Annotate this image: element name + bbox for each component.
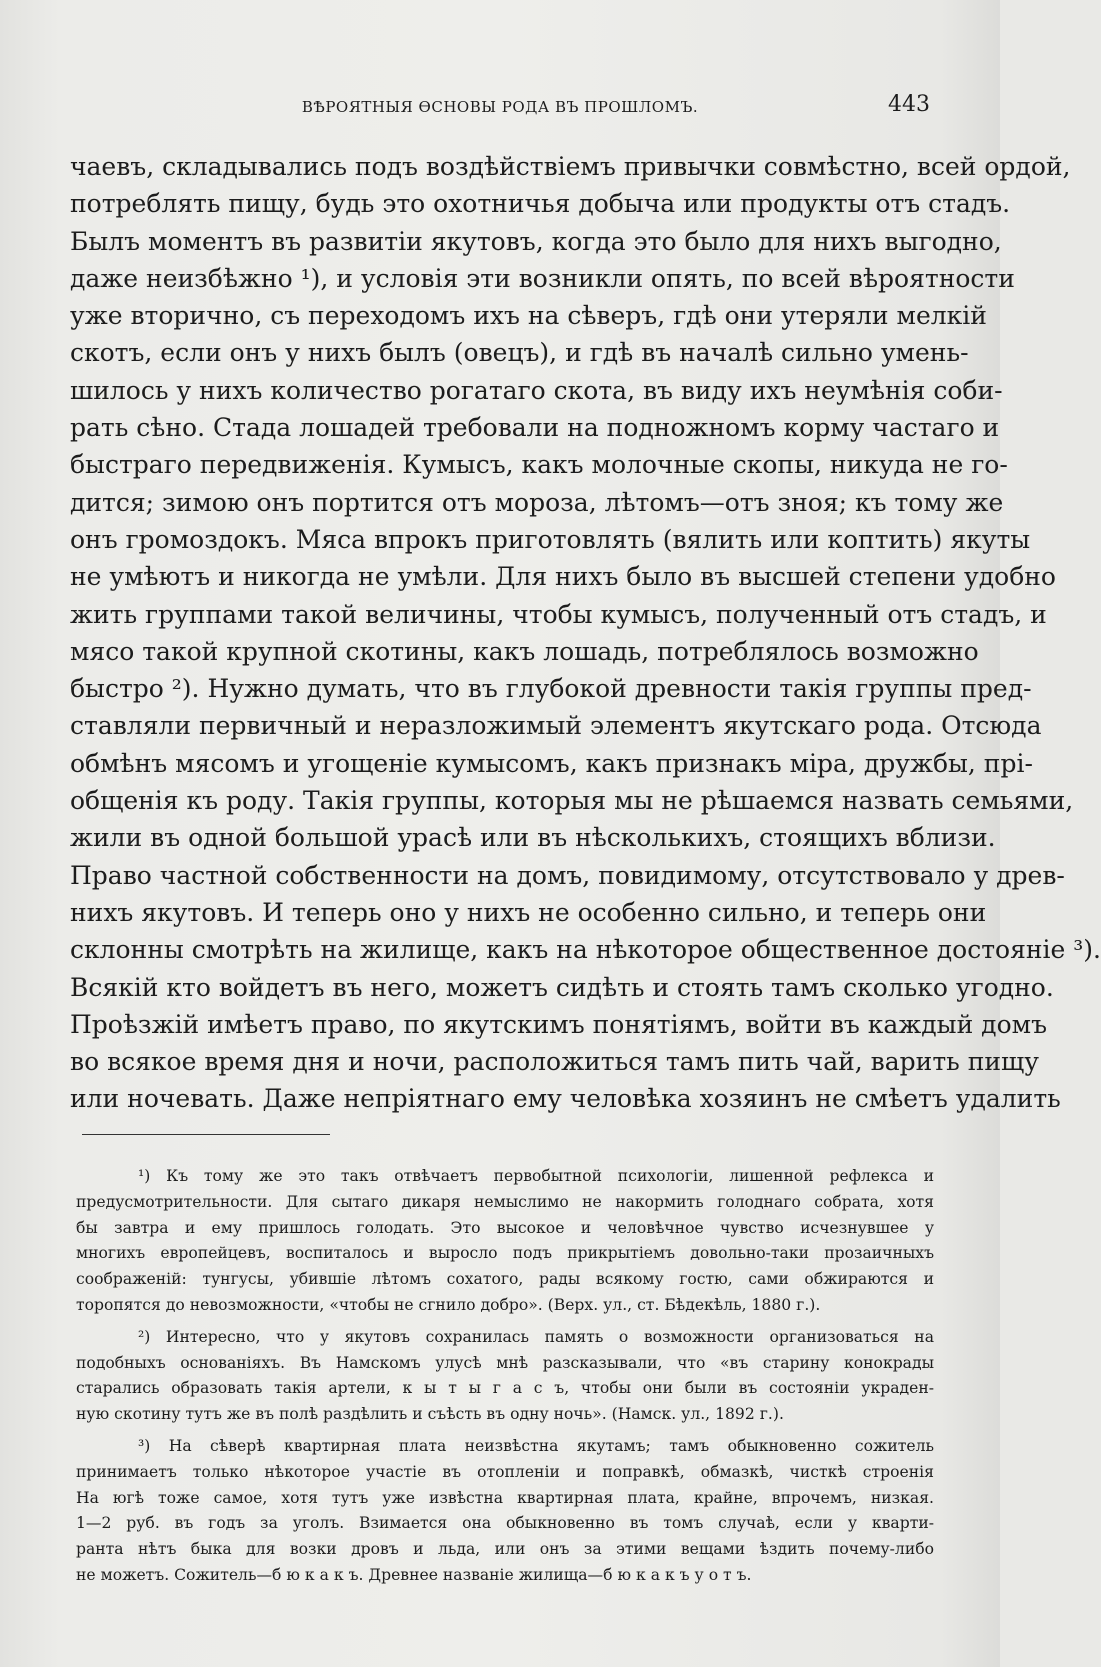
footnote-line: ную скотину тутъ же въ полѣ раздѣлить и съѣсть въ одну ночь». (Намск. ул., 1892 г.). xyxy=(76,1405,784,1424)
footnote-line: бы завтра и ему пришлось голодать. Это высокое и человѣчное чувство исчезнувшее у xyxy=(76,1218,934,1237)
text-line: быстро ²). Нужно думать, что въ глубокой древности такія группы пред- xyxy=(70,674,1032,704)
footnote-1 xyxy=(76,1164,934,1319)
text-line: онъ громоздокъ. Мяса впрокъ приготовлять (вялить или коптить) якуты xyxy=(70,524,1031,554)
footnote-line: соображеній: тунгусы, убившіе лѣтомъ сохатого, рады всякому гостю, сами обжираются и xyxy=(76,1270,934,1289)
footnote-2 xyxy=(76,1325,934,1428)
footnote-line: ¹) Къ тому же это такъ отвѣчаетъ первобытной психологіи, лишенной рефлекса и xyxy=(138,1167,934,1185)
text-line: быстраго передвиженія. Кумысъ, какъ молочные скопы, никуда не го- xyxy=(70,450,1008,480)
text-line: дится; зимою онъ портится отъ мороза, лѣтомъ—отъ зноя; къ тому же xyxy=(70,487,1004,517)
text-line: склонны смотрѣть на жилище, какъ на нѣкоторое общественное достояніе ³). xyxy=(70,935,1101,965)
footnote-3 xyxy=(76,1434,934,1589)
text-line: Право частной собственности на домъ, повидимому, отсутствовало у древ- xyxy=(70,860,1065,890)
footnote-line: ранта нѣтъ быка для возки дровъ и льда, или онъ за этими вещами ѣздить почему-либо xyxy=(76,1540,934,1559)
text-line: шилось у нихъ количество рогатаго скота, въ виду ихъ неумѣнія соби- xyxy=(70,375,1003,405)
footnotes xyxy=(76,1164,934,1589)
running-title: ВѢРОЯТНЫЯ ѲСНОВЫ РОДА ВЪ ПРОШЛОМЪ. xyxy=(301,98,699,116)
text-line: мясо такой крупной скотины, какъ лошадь, потреблялось возможно xyxy=(70,636,979,666)
footnote-line: принимаетъ только нѣкоторое участіе въ отопленіи и поправкѣ, обмазкѣ, чисткѣ строенія xyxy=(76,1462,934,1481)
text-line: уже вторично, съ переходомъ ихъ на сѣверъ, гдѣ они утеряли мелкій xyxy=(70,301,987,331)
footnote-line: На югѣ тоже самое, хотя тутъ уже извѣстна квартирная плата, крайне, впрочемъ, низкая. xyxy=(76,1488,934,1507)
text-line: скотъ, если онъ у нихъ былъ (овецъ), и гдѣ въ началѣ сильно умень- xyxy=(70,338,969,368)
footnote-line: многихъ европейцевъ, воспиталось и выросло подъ прикрытіемъ довольно-таки прозаичныхъ xyxy=(76,1244,934,1263)
text-line: во всякое время дня и ночи, расположиться тамъ пить чай, варить пищу xyxy=(70,1047,1039,1077)
text-line: обмѣнъ мясомъ и угощеніе кумысомъ, какъ признакъ міра, дружбы, прі- xyxy=(70,748,1033,778)
text-line: ставляли первичный и неразложимый элементъ якутскаго рода. Отсюда xyxy=(70,711,1042,741)
text-line: жили въ одной большой урасѣ или въ нѣсколькихъ, стоящихъ вблизи. xyxy=(70,823,996,853)
text-line: Проѣзжій имѣетъ право, по якутскимъ понятіямъ, войти въ каждый домъ xyxy=(70,1009,1047,1039)
footnote-line: предусмотрительности. Для сытаго дикаря немыслимо не накормить голоднаго собрата, хотя xyxy=(76,1192,934,1211)
main-text xyxy=(70,148,1101,1118)
text-line: даже неизбѣжно ¹), и условія эти возникли опять, по всей вѣроятности xyxy=(70,263,1015,293)
text-line: Былъ моментъ въ развитіи якутовъ, когда это было для нихъ выгодно, xyxy=(70,226,1002,256)
page-number: 443 xyxy=(888,92,930,117)
footnote-line: старались образовать такія артели, к ы т ы г а с ъ, чтобы они были въ состояніи украден- xyxy=(76,1379,934,1398)
text-line: рать сѣно. Стада лошадей требовали на подножномъ корму частаго и xyxy=(70,413,1000,443)
footnote-line: ³) На сѣверѣ квартирная плата неизвѣстна якутамъ; тамъ обыкновенно сожитель xyxy=(138,1436,934,1455)
footnote-line: 1—2 руб. въ годъ за уголъ. Взимается она обыкновенно въ томъ случаѣ, если у кварти- xyxy=(76,1514,934,1533)
text-line: Всякій кто войдетъ въ него, можетъ сидѣть и стоять тамъ сколько угодно. xyxy=(70,972,1054,1002)
footnote-divider xyxy=(82,1134,330,1135)
footnote-line: не можетъ. Сожитель—б ю к а к ъ. Древнее названіе жилища—б ю к а к ъ у о т ъ. xyxy=(76,1565,752,1584)
text-line: жить группами такой величины, чтобы кумысъ, полученный отъ стадъ, и xyxy=(70,599,1047,629)
footnote-line: подобныхъ основаніяхъ. Въ Намскомъ улусѣ мнѣ разсказывали, что «въ старину конокрады xyxy=(76,1353,934,1372)
footnote-line: торопятся до невозможности, «чтобы не сгнило добро». (Верх. ул., ст. Бѣдекѣль, 1880 г.). xyxy=(76,1295,821,1314)
text-line: или ночевать. Даже непріятнаго ему человѣка хозяинъ не смѣетъ удалить xyxy=(70,1084,1061,1114)
running-head xyxy=(70,92,930,122)
footnote-line: ²) Интересно, что у якутовъ сохранилась память о возможности организоваться на xyxy=(138,1327,934,1346)
text-line: нихъ якутовъ. И теперь оно у нихъ не особенно сильно, и теперь они xyxy=(70,897,987,927)
text-line: потреблять пищу, будь это охотничья добыча или продукты отъ стадъ. xyxy=(70,189,1011,219)
text-line: общенія къ роду. Такія группы, которыя мы не рѣшаемся назвать семьями, xyxy=(70,786,1074,816)
text-line: чаевъ, складывались подъ воздѣйствіемъ привычки совмѣстно, всей ордой, xyxy=(70,152,1071,181)
text-line: не умѣютъ и никогда не умѣли. Для нихъ было въ высшей степени удобно xyxy=(70,562,1056,592)
